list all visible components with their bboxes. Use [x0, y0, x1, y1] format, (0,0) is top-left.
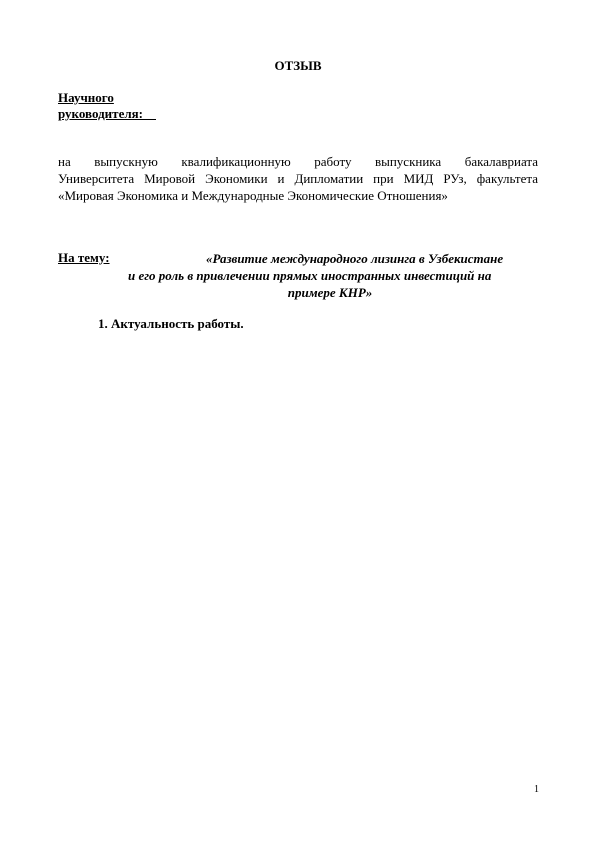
supervisor-label [58, 90, 156, 122]
document-title: ОТЗЫВ [274, 58, 322, 73]
topic-label: На тему: [58, 250, 110, 265]
page-number: 1 [534, 784, 539, 795]
topic-line-1: «Развитие международного лизинга в Узбекистане [206, 251, 504, 266]
topic-line-3: примере КНР» [287, 285, 373, 300]
topic-line-2: и его роль в привлечении прямых иностранных инвестиций на [128, 268, 492, 283]
thesis-topic [120, 250, 540, 301]
supervisor-line-2: руководителя: [58, 106, 156, 121]
review-subject-paragraph [58, 153, 538, 204]
paragraph-line-2: Университета Мировой Экономики и Дипломатии при МИД РУз, факультета [58, 171, 538, 186]
supervisor-line-1: Научного [58, 90, 114, 105]
section-heading: 1. Актуальность работы. [98, 316, 244, 331]
paragraph-line-1: на выпускную квалификационную работу выпускника бакалавриата [58, 154, 538, 169]
paragraph-line-3: «Мировая Экономика и Международные Экономические Отношения» [58, 188, 448, 203]
